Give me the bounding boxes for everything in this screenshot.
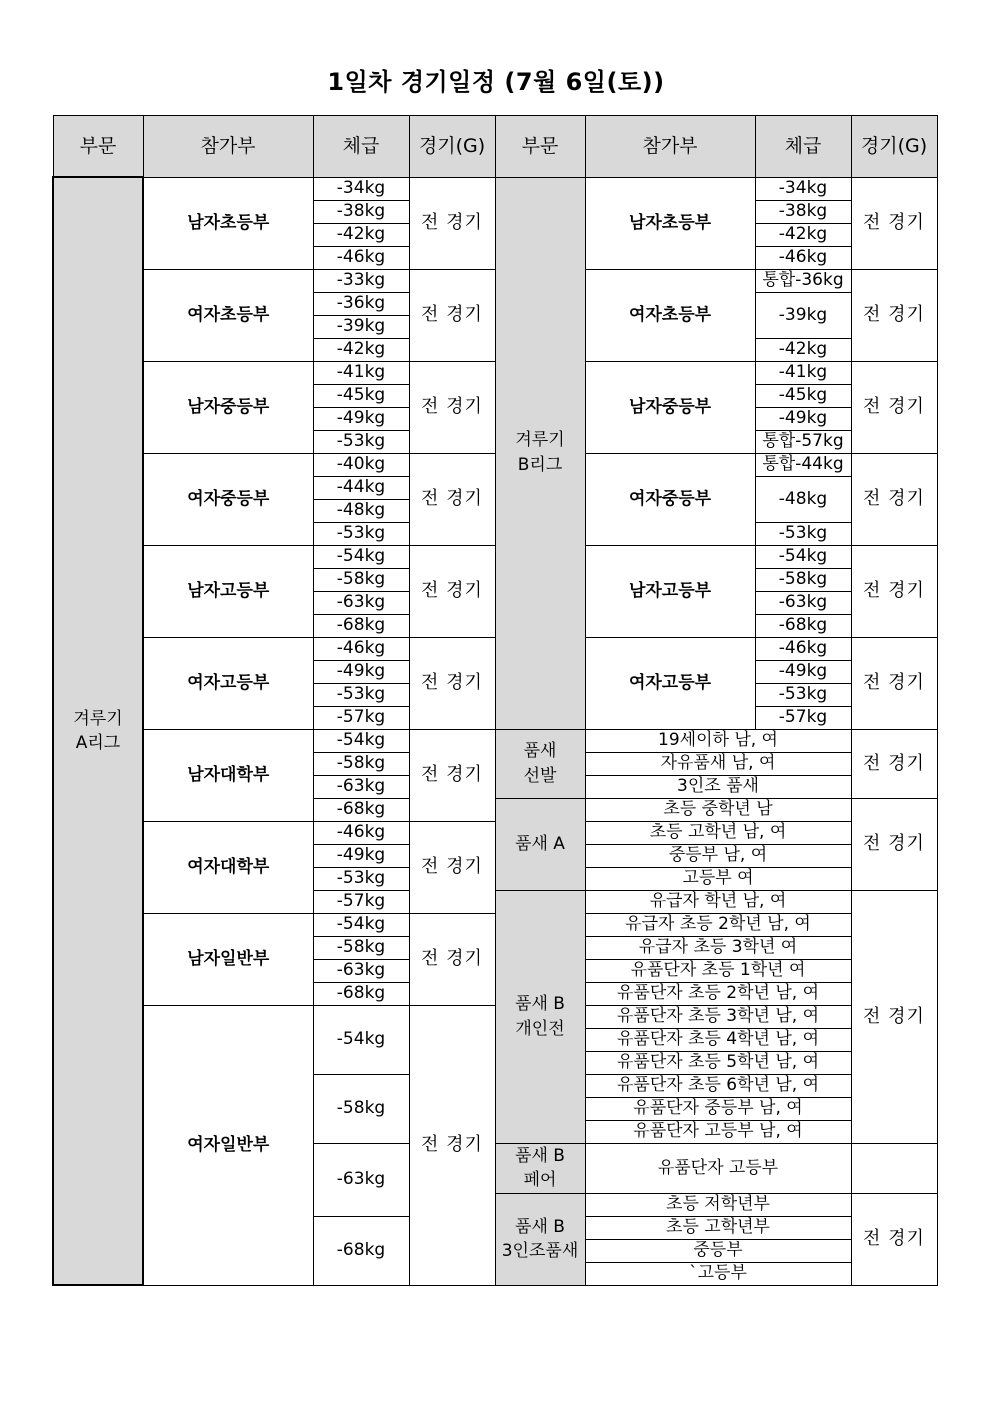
- game-count: 전 경기: [851, 361, 937, 453]
- event-name: 19세이하 남, 여: [585, 729, 851, 752]
- header-cell: 부문: [53, 116, 143, 178]
- division-name: 여자초등부: [585, 269, 755, 361]
- table-row: [53, 729, 937, 752]
- schedule-body: [53, 177, 937, 1285]
- event-name: 고등부 여: [585, 867, 851, 890]
- game-count: 전 경기: [409, 545, 495, 637]
- event-name: 유품단자 초등 4학년 남, 여: [585, 1028, 851, 1051]
- game-count: 전 경기: [409, 821, 495, 913]
- weight-class: -44kg: [313, 476, 409, 499]
- game-count: 전 경기: [851, 798, 937, 890]
- game-count: 전 경기: [851, 453, 937, 545]
- table-row: [53, 177, 937, 200]
- weight-class: -42kg: [755, 338, 851, 361]
- game-count: 전 경기: [409, 637, 495, 729]
- weight-class: -63kg: [313, 775, 409, 798]
- weight-class: -49kg: [313, 660, 409, 683]
- game-count: 전 경기: [851, 177, 937, 269]
- event-name: 유품단자 초등 6학년 남, 여: [585, 1074, 851, 1097]
- division-name: 여자대학부: [143, 821, 313, 913]
- weight-class: -53kg: [313, 430, 409, 453]
- weight-class: -58kg: [313, 936, 409, 959]
- event-name: 유급자 초등 2학년 남, 여: [585, 913, 851, 936]
- weight-class: -38kg: [313, 200, 409, 223]
- weight-class: -63kg: [313, 1143, 409, 1216]
- event-name: 유급자 학년 남, 여: [585, 890, 851, 913]
- weight-class: -46kg: [313, 637, 409, 660]
- event-name: 유품단자 고등부 남, 여: [585, 1120, 851, 1143]
- section-label-poomsae-a: 품새 A: [495, 798, 585, 890]
- division-name: 남자고등부: [143, 545, 313, 637]
- game-count: 전 경기: [409, 177, 495, 269]
- event-name: 중등부: [585, 1239, 851, 1262]
- header-cell: 부문: [495, 116, 585, 178]
- weight-class: -53kg: [755, 683, 851, 706]
- weight-class: -46kg: [313, 246, 409, 269]
- division-name: 여자중등부: [143, 453, 313, 545]
- event-name: 유품단자 중등부 남, 여: [585, 1097, 851, 1120]
- game-count: 전 경기: [851, 545, 937, 637]
- weight-class: -57kg: [313, 706, 409, 729]
- weight-class: -58kg: [313, 1074, 409, 1143]
- schedule-table: [52, 115, 938, 1286]
- weight-class: -68kg: [313, 614, 409, 637]
- weight-class: -46kg: [755, 246, 851, 269]
- section-label-a-league: 겨루기 A리그: [53, 177, 143, 1285]
- game-count: 전 경기: [851, 269, 937, 361]
- weight-class: -49kg: [313, 407, 409, 430]
- game-count-empty: [851, 1143, 937, 1193]
- division-name: 남자초등부: [143, 177, 313, 269]
- weight-class: -33kg: [313, 269, 409, 292]
- section-label-poomsae-b-pair: 품새 B 페어: [495, 1143, 585, 1193]
- weight-class: -68kg: [313, 798, 409, 821]
- weight-class: -41kg: [313, 361, 409, 384]
- event-name: 유품단자 초등 5학년 남, 여: [585, 1051, 851, 1074]
- weight-class: -34kg: [313, 177, 409, 200]
- weight-class: -57kg: [755, 706, 851, 729]
- event-name: 유품단자 초등 2학년 남, 여: [585, 982, 851, 1005]
- weight-class: -58kg: [313, 568, 409, 591]
- weight-class: -48kg: [755, 476, 851, 522]
- weight-class: -46kg: [755, 637, 851, 660]
- division-name: 여자초등부: [143, 269, 313, 361]
- weight-class: -40kg: [313, 453, 409, 476]
- event-name: `고등부: [585, 1262, 851, 1285]
- weight-class: -54kg: [755, 545, 851, 568]
- weight-class: -41kg: [755, 361, 851, 384]
- event-name: 자유품새 남, 여: [585, 752, 851, 775]
- game-count: 전 경기: [851, 890, 937, 1143]
- event-name: 유품단자 초등 3학년 남, 여: [585, 1005, 851, 1028]
- division-name: 여자일반부: [143, 1005, 313, 1285]
- weight-class: -38kg: [755, 200, 851, 223]
- header-row: [53, 116, 937, 178]
- game-count: 전 경기: [409, 729, 495, 821]
- event-name: 초등 중학년 남: [585, 798, 851, 821]
- division-name: 남자대학부: [143, 729, 313, 821]
- header-cell: 참가부: [143, 116, 313, 178]
- weight-class: -49kg: [755, 407, 851, 430]
- event-name: 초등 고학년 남, 여: [585, 821, 851, 844]
- weight-class: -68kg: [313, 982, 409, 1005]
- weight-class: -36kg: [313, 292, 409, 315]
- weight-class: -39kg: [313, 315, 409, 338]
- weight-class: 통합-36kg: [755, 269, 851, 292]
- weight-class: -57kg: [313, 890, 409, 913]
- weight-class: 통합-57kg: [755, 430, 851, 453]
- division-name: 남자고등부: [585, 545, 755, 637]
- weight-class: -49kg: [313, 844, 409, 867]
- weight-class: -54kg: [313, 1005, 409, 1074]
- weight-class: -42kg: [755, 223, 851, 246]
- weight-class: -53kg: [313, 683, 409, 706]
- weight-class: -53kg: [313, 522, 409, 545]
- division-name: 남자초등부: [585, 177, 755, 269]
- weight-class: -46kg: [313, 821, 409, 844]
- event-name: 유품단자 고등부: [585, 1143, 851, 1193]
- event-name: 3인조 품새: [585, 775, 851, 798]
- weight-class: -58kg: [313, 752, 409, 775]
- weight-class: -49kg: [755, 660, 851, 683]
- weight-class: -54kg: [313, 729, 409, 752]
- game-count: 전 경기: [851, 637, 937, 729]
- game-count: 전 경기: [409, 1005, 495, 1285]
- page-title: 1일차 경기일정 (7월 6일(토)): [327, 68, 665, 96]
- weight-class: -63kg: [755, 591, 851, 614]
- weight-class: -53kg: [313, 867, 409, 890]
- game-count: 전 경기: [851, 1193, 937, 1285]
- weight-class: -58kg: [755, 568, 851, 591]
- weight-class: -68kg: [755, 614, 851, 637]
- weight-class: -54kg: [313, 545, 409, 568]
- division-name: 여자중등부: [585, 453, 755, 545]
- header-cell: 경기(G): [409, 116, 495, 178]
- weight-class: -45kg: [755, 384, 851, 407]
- game-count: 전 경기: [409, 269, 495, 361]
- game-count: 전 경기: [409, 361, 495, 453]
- weight-class: -53kg: [755, 522, 851, 545]
- weight-class: -54kg: [313, 913, 409, 936]
- division-name: 남자일반부: [143, 913, 313, 1005]
- header-cell: 체급: [313, 116, 409, 178]
- weight-class: -68kg: [313, 1216, 409, 1285]
- game-count: 전 경기: [851, 729, 937, 798]
- weight-class: -39kg: [755, 292, 851, 338]
- division-name: 여자고등부: [143, 637, 313, 729]
- weight-class: -34kg: [755, 177, 851, 200]
- section-label-b-league: 겨루기 B리그: [495, 177, 585, 729]
- header-cell: 체급: [755, 116, 851, 178]
- weight-class: -42kg: [313, 223, 409, 246]
- event-name: 유급자 초등 3학년 여: [585, 936, 851, 959]
- event-name: 초등 저학년부: [585, 1193, 851, 1216]
- section-label-poomsae-select: 품새 선발: [495, 729, 585, 798]
- division-name: 남자중등부: [143, 361, 313, 453]
- weight-class: -48kg: [313, 499, 409, 522]
- event-name: 중등부 남, 여: [585, 844, 851, 867]
- game-count: 전 경기: [409, 453, 495, 545]
- weight-class: -63kg: [313, 959, 409, 982]
- header-cell: 참가부: [585, 116, 755, 178]
- event-name: 유품단자 초등 1학년 여: [585, 959, 851, 982]
- game-count: 전 경기: [409, 913, 495, 1005]
- section-label-poomsae-b-individual: 품새 B 개인전: [495, 890, 585, 1143]
- division-name: 여자고등부: [585, 637, 755, 729]
- header-cell: 경기(G): [851, 116, 937, 178]
- weight-class: -45kg: [313, 384, 409, 407]
- weight-class: -42kg: [313, 338, 409, 361]
- division-name: 남자중등부: [585, 361, 755, 453]
- weight-class: 통합-44kg: [755, 453, 851, 476]
- weight-class: -63kg: [313, 591, 409, 614]
- section-label-poomsae-b-trio: 품새 B 3인조품새: [495, 1193, 585, 1285]
- event-name: 초등 고학년부: [585, 1216, 851, 1239]
